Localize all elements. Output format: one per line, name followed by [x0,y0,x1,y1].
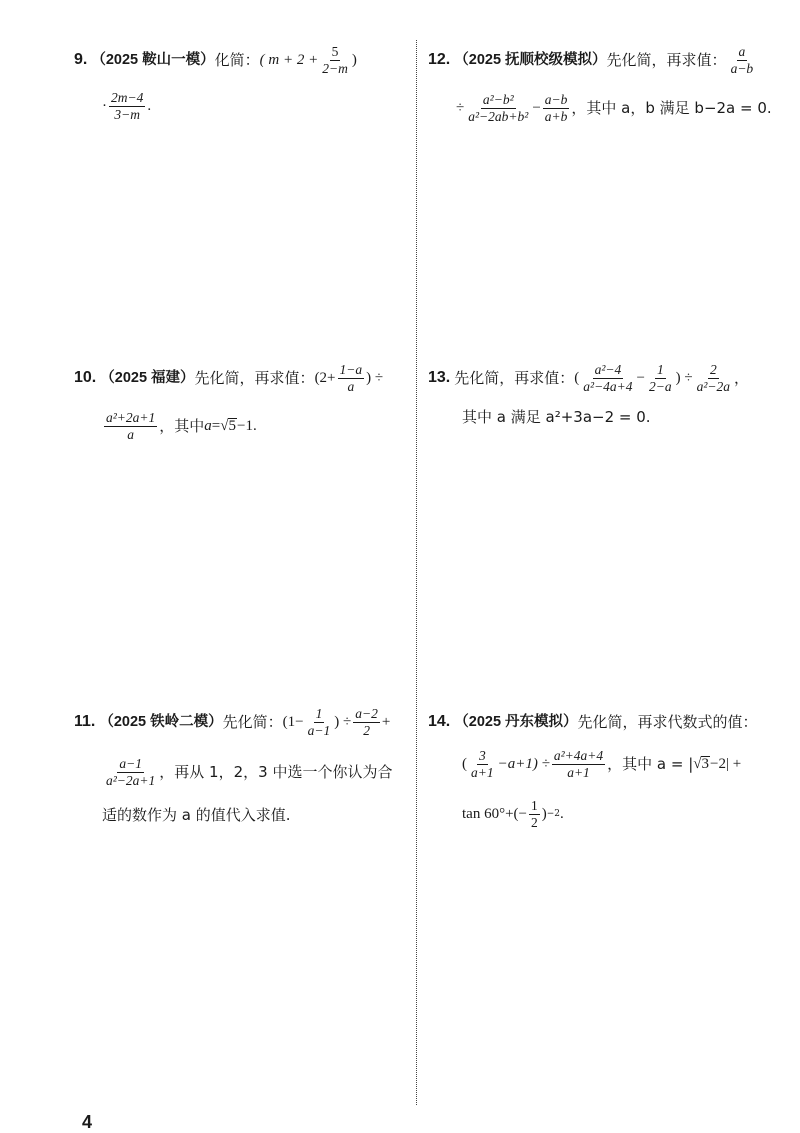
column-divider [416,40,417,1105]
instruction-text: ，再从 1，2，3 中选一个你认为合 [159,762,393,781]
fraction: $\frac{5}{2-m}$ [322,43,348,76]
problem-number: 11. [74,713,96,730]
fraction: $\frac{1}{a-1}$ [307,705,331,738]
fraction: $\frac{1}{2-a}$ [649,361,672,394]
problem-source: （2025 鞍山一模） [91,51,215,68]
fraction: $\frac{\text{a²+2a+1}}{a}$ [106,409,156,442]
paren: ( [574,369,580,386]
expression: tan 60°+(− [462,805,527,822]
condition: ，其中 a = | [607,754,694,773]
fraction: $\frac{1-a}{a}$ [339,361,363,394]
problem-source: （2025 丹东模拟） [454,713,578,730]
paren: ) [351,51,357,68]
sqrt-value: 5 [228,418,236,434]
expression: ( m + 2 + [259,51,319,68]
plus-sign: + [381,713,391,730]
instruction: 先化简，再求代数式的值： [577,712,758,731]
condition-prefix: ，其中 [159,416,205,435]
problem-number: 10. [74,369,97,386]
paren: (2+ [314,369,336,386]
fraction: $\frac{\text{a²−4}}{\text{a²−4a+4}}$ [583,361,633,394]
condition: ，其中 a，b 满足 b−2a = 0. [571,98,772,117]
instruction: 先化简，再求值： [606,50,727,69]
problem-source: （2025 抚顺校级模拟） [454,51,607,68]
sqrt-sign: √ [693,755,702,772]
expression: −a+1) ÷ [497,755,550,772]
comma: ， [734,368,750,387]
condition-rest: −2| + [710,755,742,772]
fraction: $\frac{2}{\text{a²−2a}}$ [696,361,731,394]
problem-number: 9. [74,51,88,68]
divide-sign: ÷ [456,99,465,116]
fraction: $\frac{3}{a+1}$ [471,747,494,780]
divide-sign: ) ÷ [334,713,352,730]
divide-sign: ) ÷ [675,369,693,386]
paren: (1− [282,713,304,730]
fraction: $\frac{\text{a²+4a+4}}{a+1}$ [553,747,604,780]
fraction: $\frac{a-b}{a+b}$ [544,91,568,124]
problem-source: （2025 福建） [100,369,195,386]
fraction: $\frac{a-2}{2}$ [355,705,378,738]
fraction: $\frac{a}{a-b}$ [730,43,754,76]
page-number: 4 [82,1112,93,1132]
sqrt-sign: √ [220,417,229,434]
instruction: 先化简： [222,712,283,731]
problem-number: 12. [428,51,451,68]
period: . [147,97,152,114]
condition-rest: −1. [237,417,257,434]
equals: = [211,417,221,434]
variable: a [204,417,212,434]
instruction-text: 适的数作为 a 的值代入求值. [102,805,291,824]
instruction: 化简： [214,50,260,69]
minus-sign: − [636,369,646,386]
problem-number: 13. [428,369,451,386]
multiply-dot: · [102,97,107,114]
instruction: 先化简，再求值： [454,368,575,387]
fraction: $\frac{2m-4}{3-m}$ [111,89,144,122]
minus-sign: − [532,99,541,116]
instruction: 先化简，再求值： [194,368,315,387]
fraction: $\frac{a-1}{\text{a²−2a+1}}$ [106,755,156,788]
fraction: $\frac{\text{a²−b²}}{\text{a²−2ab+b²}}$ [468,91,529,124]
paren: ( [462,755,467,772]
divide-sign: ) ÷ [366,369,384,386]
condition: 其中 a 满足 a²+3a−2 = 0. [462,407,651,426]
problem-source: （2025 铁岭二模） [99,713,223,730]
paren: ) [541,805,547,822]
problem-number: 14. [428,713,451,730]
period: . [560,805,564,822]
sqrt-value: 3 [701,756,709,772]
fraction: $\frac{1}{2}$ [531,797,538,830]
